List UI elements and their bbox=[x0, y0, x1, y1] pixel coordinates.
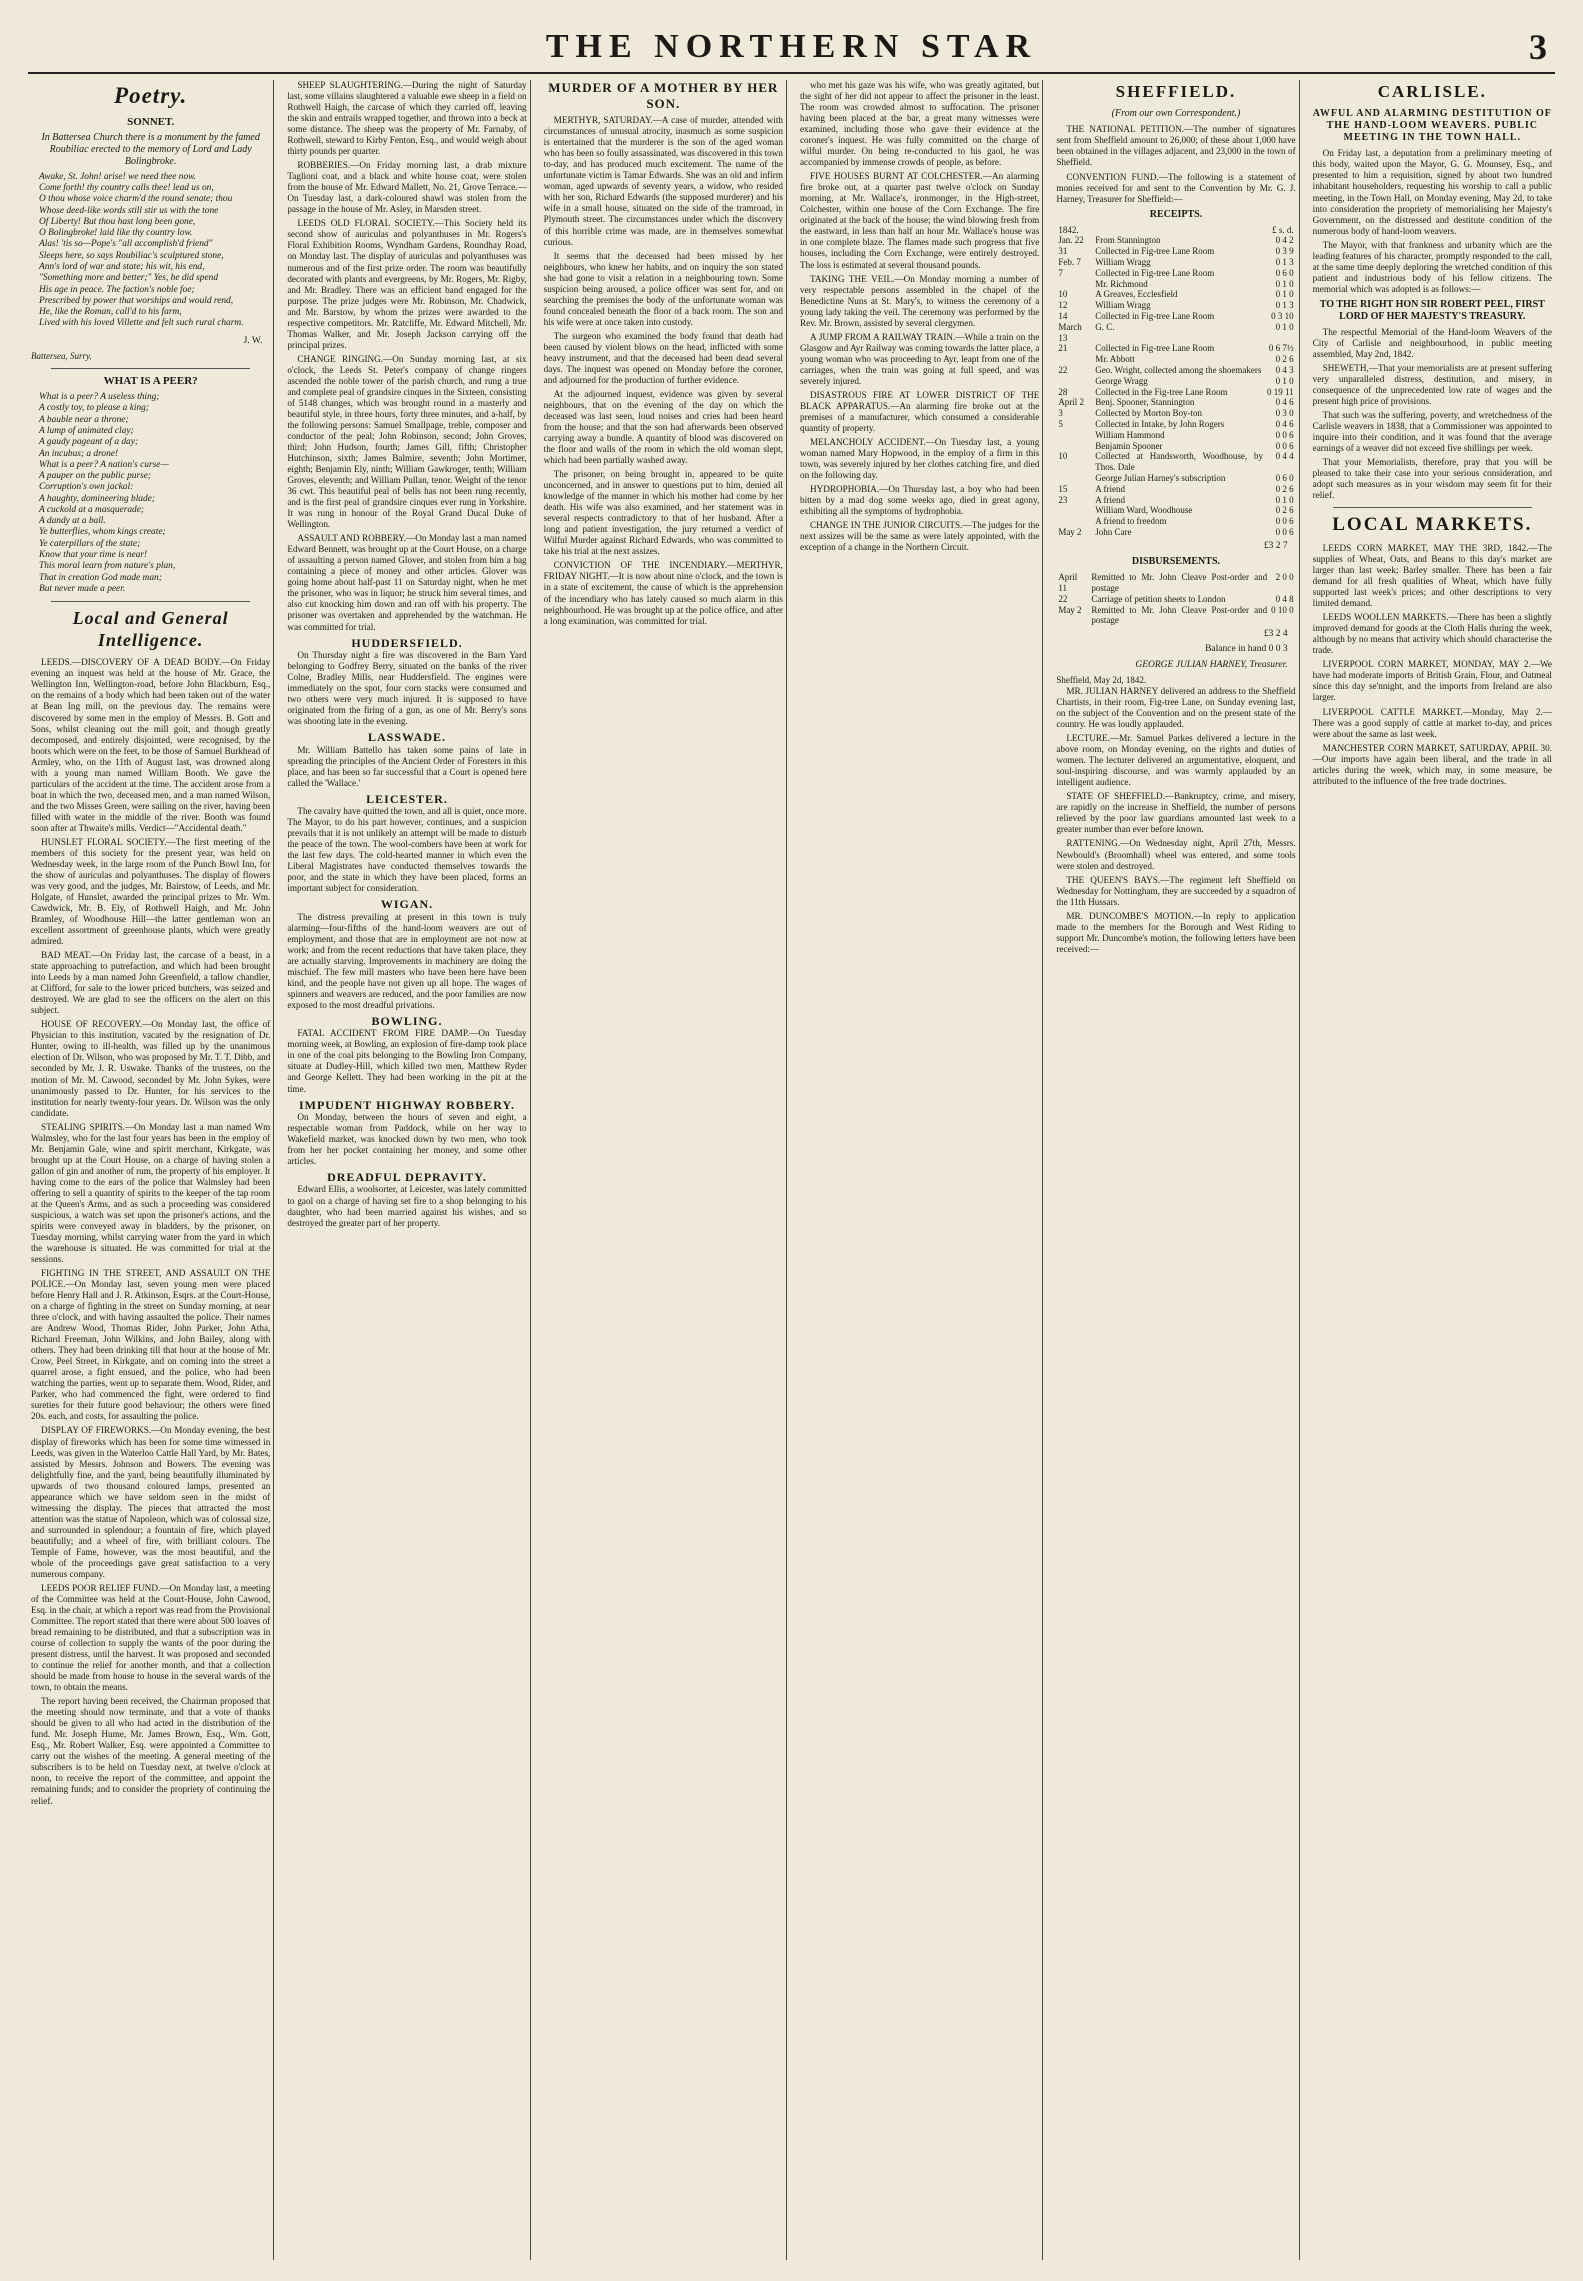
table-cell-item: Collected in Fig-tree Lane Room bbox=[1095, 267, 1215, 278]
divider bbox=[1333, 507, 1532, 508]
table-cell-amt: 0 1 0 bbox=[1275, 321, 1294, 332]
table-cell-item: John Care bbox=[1095, 526, 1132, 537]
table-row bbox=[1056, 225, 1295, 236]
date-line: Sheffield, May 2d, 1842. bbox=[1056, 675, 1147, 686]
poem-line: That in creation God made man; bbox=[39, 572, 162, 583]
table-cell-item: A friend to freedom bbox=[1095, 516, 1167, 527]
table-cell-amt: 0 0 6 bbox=[1275, 429, 1294, 440]
receipts-table bbox=[1056, 225, 1295, 538]
article-paragraph: The report having been received, the Chairman proposed that the meeting should now terminate, and that a vote of thanks should be given to all who had acted in the distribution of the fund. Mr. Joseph Hume, Mr. James Brown, Esq., Wm. Gott, Esq., Mr. Robert Walker, Esq. were appointed a Committee to carry out the wishes of the meeting. A general meeting of the subscribers is to be held on Tuesday next, at twelve o'clock at noon, to receive the report of the committee, and appoint the remaining funds; and to consider the propriety of continuing the relief. bbox=[31, 1696, 271, 1806]
table-cell-item: From Stannington bbox=[1095, 235, 1161, 246]
sonnet-place: Battersea, Surry. bbox=[31, 351, 92, 362]
peer-poem bbox=[39, 392, 270, 595]
article-paragraph: MR. DUNCOMBE'S MOTION.—In reply to application made to the members for the Borough and West Riding to support Mr. Duncombe's motion, the following letters have been received:— bbox=[1056, 910, 1296, 954]
table-row bbox=[1056, 594, 1295, 605]
article-paragraph: That such was the suffering, poverty, and wretchedness of the Carlisle weavers in 1838, that a Commissioner was appointed to inquire into their condition, and it was found that the average earnings of a weaver did not exceed five shillings per week. bbox=[1312, 410, 1552, 454]
column-5 bbox=[1053, 80, 1299, 2260]
divider bbox=[51, 368, 250, 369]
article-paragraph: MR. JULIAN HARNEY delivered an address to the Sheffield Chartists, in their room, Fig-tree Lane, on Sunday evening last, on the subject of the Convention and on the present state of the country. He was loudly applauded. bbox=[1056, 686, 1296, 730]
table-cell-item: A Greaves, Ecclesfield bbox=[1095, 289, 1178, 300]
table-row bbox=[1056, 365, 1295, 376]
article-paragraph: DISASTROUS FIRE AT LOWER DISTRICT OF THE BLACK APPARATUS.—An alarming fire broke out at the premises of a manufacturer, which consumed a considerable quantity of property. bbox=[799, 389, 1040, 433]
article-paragraph: LEEDS POOR RELIEF FUND.—On Monday last, a meeting of the Committee was held at the Court-House, John Cawood, Esq. in the chair, at which a report was read from the Provisional Committee. The report stated that there were about 500 loaves of bread remaining to be distributed, and that a subscription was in course of collection to supply the wants of the poor during the present distress, until the harvest. It was proposed and seconded to continue the relief for another month, and that a collection should be made from house to house in the several wards of the town, to obtain the means. bbox=[31, 1582, 271, 1693]
poem-line: He, like the Roman, call'd to his farm, bbox=[39, 307, 182, 318]
bowling-heading: BOWLING. bbox=[371, 1013, 443, 1028]
article-paragraph: The cavalry have quitted the town, and all is quiet, once more. The Mayor, to do his part however, continues, and a suspicion prevails that it is not unlikely an attempt will be made to disturb the peace of the town. The wool-combers have been at work for the last few days. The cold-hearted manner in which even the Liberal Magistrates have conducted themselves towards the poor, and the state in which they have been placed, forms an important subject for consideration. bbox=[287, 806, 527, 894]
table-cell-item: Collected in Fig-tree Lane Room bbox=[1095, 246, 1215, 257]
huddersfield-heading: HUDDERSFIELD. bbox=[351, 635, 463, 650]
column-4 bbox=[797, 80, 1043, 2260]
table-cell-item: William Ward, Woodhouse bbox=[1095, 505, 1193, 516]
table-cell-amt: 0 1 0 bbox=[1275, 494, 1294, 505]
poem-line: "Something more and better;" Yes, he did spend bbox=[39, 273, 219, 284]
table-row bbox=[1056, 387, 1295, 398]
sonnet-title: SONNET. bbox=[127, 115, 175, 128]
article-paragraph: THE QUEEN'S BAYS.—The regiment left Sheffield on Wednesday for Nottingham, they are succeeded by a squadron of the 11th Hussars. bbox=[1056, 874, 1296, 907]
column-3 bbox=[541, 80, 787, 2260]
poem-line: Ye caterpillars of the state; bbox=[39, 538, 141, 549]
market-paragraph: LIVERPOOL CATTLE MARKET.—Monday, May 2.—There was a good supply of cattle at market to-day, and prices were about the same as last week. bbox=[1312, 706, 1552, 739]
table-cell-date: 7 bbox=[1058, 267, 1063, 278]
table-cell-item: Geo. Wright, collected among the shoemakers bbox=[1095, 364, 1262, 375]
receipts-total: £3 2 7 bbox=[1263, 540, 1288, 551]
poem-line: An incubus; a drone! bbox=[39, 448, 119, 459]
local-intelligence-heading: Local and General Intelligence. bbox=[72, 608, 229, 650]
depravity-heading: DREADFUL DEPRAVITY. bbox=[327, 1170, 487, 1185]
table-cell-amt: 0 4 6 bbox=[1275, 418, 1294, 429]
table-cell-amt: 0 1 3 bbox=[1275, 300, 1294, 311]
receipts-heading: RECEIPTS. bbox=[1149, 208, 1203, 220]
table-cell-amt: 0 0 6 bbox=[1275, 526, 1294, 537]
article-paragraph: CHANGE IN THE JUNIOR CIRCUITS.—The judges for the next assizes will be the same as were lately appointed, with the exception of a change in the Northern Circuit. bbox=[799, 520, 1040, 553]
table-cell-date bbox=[1056, 354, 1093, 365]
disbursements-heading: DISBURSEMENTS. bbox=[1131, 556, 1221, 568]
column-6 bbox=[1310, 80, 1555, 2260]
article-paragraph: CONVICTION OF THE INCENDIARY.—MERTHYR, FRIDAY NIGHT.—It is now about nine o'clock, and the town is in a state of excitement, the cause of which is the apprehension of the incendiary who has lately caused so much alarm in this neighbourhood. He was brought up at the police office, and after a long examination, was committed for trial. bbox=[543, 560, 783, 626]
poem-line: A costly toy, to please a king; bbox=[39, 403, 149, 414]
article-paragraph: MERTHYR, SATURDAY.—A case of murder, attended with circumstances of unusual atrocity, inasmuch as some suspicion is entertained that the murderer is the son of the aged woman who has been so foully assassinated, was discovered in this town to-day, and has produced much excitement. The name of the unfortunate victim is Tamar Edwards. She was an old and infirm woman, aged upwards of seventy years, a widow, who resided with her son, Richard Edwards (the supposed murderer) and his wife in a small house, situated on the side of the tramroad, in Plymouth street. The circumstances under which the discovery of this horrible crime was made, are in themselves somewhat curious. bbox=[543, 115, 783, 247]
market-paragraph: LEEDS CORN MARKET, MAY THE 3RD, 1842.—The supplies of Wheat, Oats, and Beans to this day's market are larger than last week; Barley smaller. There has been a fair demand for all fresh qualities of Wheat, which have fully supported last week's prices; and other descriptions to very limited demand. bbox=[1312, 543, 1552, 609]
table-cell-date: 31 bbox=[1058, 246, 1068, 257]
article-paragraph: HUNSLET FLORAL SOCIETY.—The first meeting of the members of this society for the present year, was held on Wednesday week, in the large room of the Punch Bowl Inn, for the show of auriculas and polyanthuses. The display of flowers was very good, and the judges, Mr. Bairstow, of Leeds, and Mr. Holgate, of Hunslet, awarded the principal prizes to Mr. Wm. Cawdwick, Mr. B. Ely, of Rothwell Haigh, and Mr. John Bramley, of Woodhouse Hill—the latter gentleman won an excellent assortment of greenhouse plants, which were greatly admired. bbox=[31, 836, 271, 947]
disbursements-total: £3 2 4 bbox=[1263, 629, 1288, 640]
divider bbox=[51, 601, 250, 602]
article-paragraph: Edward Ellis, a woolsorter, at Leicester, was lately committed to gaol on a charge of having set fire to a shop belonging to his daughter, who had been married against his wishes, and so destroyed the greater part of her property. bbox=[287, 1184, 527, 1228]
table-cell-amt: 0 0 6 bbox=[1275, 440, 1294, 451]
table-cell-date: 3 bbox=[1058, 408, 1063, 419]
article-paragraph: On Friday last, a deputation from a preliminary meeting of this body, waited upon the Mayor, G. G. Mounsey, Esq., and presented to him a requisition, signed by about two hundred inhabitant householders, requesting his worship to call a public meeting, in the Town Hall, on Monday evening, May 2d, to take into consideration the propriety of memorialising her Majesty's Government, on the distressed and destitute condition of the numerous body of hand-loom weavers. bbox=[1312, 148, 1552, 236]
correspondent-note: (From our own Correspondent.) bbox=[1111, 108, 1241, 120]
impudent-heading: IMPUDENT HIGHWAY ROBBERY. bbox=[298, 1097, 516, 1112]
table-cell-amt: 0 0 6 bbox=[1275, 516, 1294, 527]
table-cell-amt: 0 1 0 bbox=[1275, 289, 1294, 300]
table-cell-date: April 2 bbox=[1058, 397, 1085, 408]
table-row bbox=[1056, 495, 1295, 506]
table-cell-date: 21 bbox=[1058, 343, 1068, 354]
table-cell-date: 14 bbox=[1058, 310, 1068, 321]
article-paragraph: THE NATIONAL PETITION.—The number of signatures sent from Sheffield amount to 26,000; of these about 1,000 have been obtained in the villages adjacent, and 23,000 in the town of Sheffield. bbox=[1056, 124, 1296, 168]
table-row bbox=[1056, 257, 1295, 268]
poem-line: Come forth! thy country calls thee! lead us on, bbox=[39, 183, 214, 194]
poem-line: Lived with his loved Villette and felt such rural charm. bbox=[39, 318, 244, 329]
table-cell-item: William Wragg bbox=[1095, 300, 1151, 311]
table-cell-date: 1842. bbox=[1058, 224, 1079, 235]
table-row bbox=[1056, 473, 1295, 484]
table-row bbox=[1056, 527, 1295, 538]
table-cell-item: Mr. Abbott bbox=[1095, 354, 1135, 365]
table-cell-date: May 2 bbox=[1058, 604, 1082, 615]
table-cell-item: Collected in Fig-tree Lane Room bbox=[1095, 310, 1215, 321]
table-cell-date: 10 bbox=[1058, 289, 1068, 300]
article-paragraph: who met his gaze was his wife, who was greatly agitated, but the sight of her did not appear to affect the prisoner in the least. The room was crowded almost to suffocation. The prisoner having been placed at the bar, a great many witnesses were examined, including those who gave their evidence at the coroner's inquest. He was fully committed on the charge of wilful murder. On being re-conducted to his gaol, he was accompanied by immense crowds of people, as before. bbox=[799, 80, 1040, 168]
poem-line: Corruption's own jackal: bbox=[39, 482, 134, 493]
poetry-heading: Poetry. bbox=[114, 83, 188, 108]
poem-line: What is a peer? A nation's curse— bbox=[39, 459, 169, 470]
table-cell-amt: 0 19 11 bbox=[1266, 386, 1294, 397]
table-cell-date: March 13 bbox=[1058, 321, 1082, 343]
article-paragraph: STEALING SPIRITS.—On Monday last a man named Wm Walmsley, who for the last four years has been in the employ of Mr. Benjamin Gale, wine and spirit merchant, Kirkgate, was brought up at the Court House, on a charge of having stolen a gallon of gin and another of rum, the property of his employer. It having come to the ears of the police that Walmsley had been offering to sell a quantity of spirits to the keeper of the tap room at the Queen's Arms, and as such a proceeding was considered suspicious, a watch was set upon the prisoner's actions, and the spirits were conveyed away in bladders, by the prisoner, on Tuesday morning, whilst carrying water from the yard in which the warehouse is situated. He was committed for trial at the sessions. bbox=[31, 1121, 271, 1264]
table-cell-date bbox=[1056, 516, 1093, 527]
table-row bbox=[1056, 505, 1295, 516]
table-cell-date: 5 bbox=[1058, 418, 1063, 429]
sheffield-heading: SHEFFIELD. bbox=[1115, 82, 1237, 101]
poem-line: O Bolingbroke! laid like thy country low. bbox=[39, 228, 193, 239]
table-row bbox=[1056, 605, 1295, 627]
table-row bbox=[1056, 354, 1295, 365]
carlisle-heading: CARLISLE. bbox=[1377, 82, 1487, 101]
article-paragraph: At the adjourned inquest, evidence was given by several neighbours, that on the evening of the day on which the deceased was last seen, loud noises and cries had been heard from the house; and that the son had afterwards been observed carrying away a bundle. A quantity of blood was discovered on the floor and walls of the room in which the old woman slept, which had been partially washed away. bbox=[543, 388, 783, 466]
article-paragraph: CHANGE RINGING.—On Sunday morning last, at six o'clock, the Leeds St. Peter's company of change ringers ascended the noble tower of the parish church, and rung a true and complete peal of grandsire cinques in the Sixteen, consisting of 5148 changes, which was brought round in a masterly and beautiful style, in three hours, forty three minutes, and a-half, by the following persons: Samuel Smallpage, treble, composer and conductor of the peal; John Robinson, second; John Groves, third; John Hudson, fourth; James Gill, fifth; Christopher Hutchinson, sixth; James Balmire, seventh; John Mortimer, eighth; Benjamin Ely, ninth; William Gawkroger, tenth; William Groves, eleventh; and William Pullan, tenor. Weight of the tenor 36 cwt. This beautiful peal of bells has not been rung recently, and is the first peal of grandsire cinques ever rung in Yorkshire. It was rung in honour of the Royal Grand Ducal Duke of Wellington. bbox=[287, 353, 527, 530]
local-markets-heading: LOCAL MARKETS. bbox=[1332, 514, 1533, 536]
table-cell-item: Benjamin Spooner bbox=[1095, 440, 1163, 451]
table-row bbox=[1056, 311, 1295, 322]
table-cell-amt: 0 4 2 bbox=[1275, 235, 1294, 246]
article-paragraph: The Mayor, with that frankness and urbanity which are the leading features of his character, promptly responded to the call, at the same time deeply deploring the wretched condition of this patient and industrious body of his fellow citizens. The memorial which was adopted is as follows:— bbox=[1312, 239, 1552, 294]
poem-line: Whose deed-like words still stir us with the tone bbox=[39, 205, 219, 216]
table-row bbox=[1056, 300, 1295, 311]
table-cell-amt: 0 1 0 bbox=[1275, 375, 1294, 386]
article-paragraph: LECTURE.—Mr. Samuel Parkes delivered a lecture in the above room, on Monday evening, on the rights and duties of women. The lecturer delivered an argumentative, eloquent, and soul-inspiring discourse, and was warmly applauded by an intelligent audience. bbox=[1056, 733, 1296, 788]
table-row bbox=[1056, 430, 1295, 441]
table-cell-amt: 0 3 0 bbox=[1275, 408, 1294, 419]
table-row bbox=[1056, 451, 1295, 473]
poem-line: This moral learn from nature's plan, bbox=[39, 561, 176, 572]
poem-line: A bauble near a throne; bbox=[39, 414, 129, 425]
sonnet-signature: J. W. bbox=[243, 335, 263, 346]
table-cell-item: William Wragg bbox=[1095, 257, 1151, 267]
table-cell-item: Collected by Morton Boy-ton bbox=[1095, 408, 1202, 419]
poem-line: What is a peer? A useless thing; bbox=[39, 392, 160, 403]
table-cell-date: 22 bbox=[1058, 593, 1068, 604]
table-row bbox=[1056, 397, 1295, 408]
table-cell-item: Mr. Richmond bbox=[1095, 278, 1148, 289]
table-row bbox=[1056, 246, 1295, 257]
table-cell-date: Feb. 7 bbox=[1058, 257, 1081, 267]
table-cell-date: May 2 bbox=[1058, 526, 1082, 537]
article-paragraph: RATTENING.—On Wednesday night, April 27th, Messrs. Newbould's (Broomhall) wheel was entered, and some tools were stolen and destroyed. bbox=[1056, 838, 1296, 871]
table-cell-amt: 0 1 3 bbox=[1275, 257, 1294, 267]
table-cell-amt: 0 2 6 bbox=[1275, 505, 1294, 516]
article-paragraph: HYDROPHOBIA.—On Thursday last, a boy who had been bitten by a mad dog some weeks ago, died in great agony, exhibiting all the symptoms of hydrophobia. bbox=[799, 484, 1040, 517]
article-paragraph: On Monday, between the hours of seven and eight, a respectable woman from Paddock, while on her way to Wakefield market, was knocked down by two men, who took from her her pocket containing her money, and some other articles. bbox=[287, 1111, 527, 1167]
table-cell-date: 22 bbox=[1058, 364, 1068, 375]
table-cell-item: George Julian Harney's subscription bbox=[1095, 472, 1226, 483]
poem-line: Awake, St. John! arise! we need thee now. bbox=[39, 171, 197, 182]
article-paragraph: LEEDS OLD FLORAL SOCIETY.—This Society held its second show of auriculas and polyanthuses in Mr. Rogers's Floral Exhibition Rooms, Wyndham Gardens, Roundhay Road, on Monday last. The display of auriculas and polyanthuses was numerous and of the first prize order. The room was beautifully decorated with plants and evergreens, by Mr. Rogers, Mr. Rigby, and Mr. Bradley. There was an efficient band engaged for the purpose. The prize judges were Mr. Robinson, Mr. Chadwick, and Mr. Barstow, by whom the prizes were awarded to the respective competitors. Mr. Ratcliffe, Mr. Edward Mitchell, Mr. Thomas Walker, and Mr. Joseph Jackson carrying off the principal prizes. bbox=[287, 218, 527, 350]
table-row bbox=[1056, 408, 1295, 419]
article-paragraph: SHEEP SLAUGHTERING.—During the night of Saturday last, some villains slaughtered a valuable ewe sheep in a field on Rothwell Haigh, the carcase of which they carried off, leaving the skin and entrails wrapped together, and thrown into a beck at some distance. The sheep was the property of Mr. Farnaby, of Rothwell, steward to Kirby Fenton, Esq., and would weigh about thirty pounds per quarter. bbox=[287, 80, 527, 157]
poem-line: Know that your time is near! bbox=[39, 550, 148, 561]
poem-line: A cuckold at a masquerade; bbox=[39, 504, 145, 515]
market-paragraph: LIVERPOOL CORN MARKET, MONDAY, MAY 2.—We have had moderate imports of British Grain, Flour, and Oatmeal since this day se'nnight, and the imports from Ireland are also larger. bbox=[1312, 659, 1552, 703]
table-row bbox=[1056, 279, 1295, 290]
table-cell-amt: £ s. d. bbox=[1272, 224, 1294, 235]
article-paragraph: LEEDS.—DISCOVERY OF A DEAD BODY.—On Friday evening an inquest was held at the house of Mr. Grace, the Wellington Inn, Wellington-road, before John Blackburn, Esq., on the remains of a body which had been taken out of the water at Bean Ing mill, on the previous day. The remains were discovered by some men in the employ of Messrs. B. Gott and Sons, whilst cleaning out the mill goit, and though greatly decomposed, and entirely disjointed, were recognised, by the boots which were on the feet, to be those of Samuel Burkhead of Armley, who, on the 11th of August last, was drowned along with a young man named William Booth. We gave the particulars of the accident at the time. The accident arose from a boat in which the two, deceased men, and a man named Wilson, and the two Misses Green, were sailing on the river, having been filled with water in the middle of the river. Booth was found soon after at Thwaite's mills. Verdict—"Accidental death." bbox=[31, 657, 271, 833]
table-cell-amt: 0 4 3 bbox=[1275, 364, 1294, 375]
table-cell-date: 10 bbox=[1058, 451, 1068, 462]
table-cell-item: Carriage of petition sheets to London bbox=[1091, 593, 1226, 604]
table-cell-amt: 0 10 0 bbox=[1271, 604, 1294, 615]
table-row bbox=[1056, 343, 1295, 354]
poem-line: A pauper on the public purse; bbox=[39, 471, 152, 482]
article-paragraph: It seems that the deceased had been missed by her neighbours, who knew her habits, and on inquiry the son stated she had gone to visit a relation in a neighbouring town. Some suspicion being aroused, a police officer was sent for, and on searching the premises the body of the unfortunate woman was found concealed beneath the floor of a back room. The son and his wife were at once taken into custody. bbox=[543, 250, 783, 327]
balance-line: Balance in hand 0 0 3 bbox=[1205, 644, 1288, 655]
poem-line: A lump of animated clay; bbox=[39, 425, 134, 436]
article-paragraph: SHEWETH,—That your memorialists are at present suffering very unparalleled distress, destitution, and misery, in consequence of the unprecedented low rate of wages and the present high price of provisions. bbox=[1312, 362, 1552, 406]
murder-headline: MURDER OF A MOTHER BY HER SON. bbox=[548, 80, 779, 111]
table-cell-amt: 0 4 6 bbox=[1275, 397, 1294, 408]
table-cell-amt: 0 6 0 bbox=[1275, 472, 1294, 483]
poem-line: Ann's lord of war and state; his wit, his end, bbox=[39, 262, 205, 273]
article-paragraph: Mr. William Battello has taken some pains of late in spreading the principles of the Ancient Order of Foresters in this place, and has been so far successful that a Court is opened here called the 'Wallace.' bbox=[287, 744, 527, 788]
article-paragraph: DISPLAY OF FIREWORKS.—On Monday evening, the best display of fireworks which has been for some time witnessed in Leeds, was given in the Waterloo Cattle Hall Yard, by Mr. Bates, assisted by Messrs. Johnson and Bowers. The evening was delightfully fine, and the yard, being beautifully illuminated by upwards of two thousand coloured lamps, presented an appearance which we have seldom seen in the midst of witnessing the display. The pieces that attracted the most attention was the statue of Napoleon, which was of colossal size, and surrounded in splendour; a fountain of fire, which played beautifully; and a wheel of fire, with brilliant colours. The Temple of Fame, however, was the most beautiful, and the whole of the proceedings gave great satisfaction to a very numerous company. bbox=[31, 1425, 271, 1579]
article-paragraph: TAKING THE VEIL.—On Monday morning a number of very respectable persons assembled in the chapel of the Benedictine Nuns at St. Mary's, to witness the ceremony of a young lady taking the veil. The ceremony was performed by the Rev. Mr. Brown, assisted by several clergymen. bbox=[799, 273, 1040, 328]
table-cell-date: April 11 bbox=[1058, 572, 1078, 593]
table-cell-amt: 0 3 9 bbox=[1275, 246, 1294, 257]
newspaper-title: THE NORTHERN STAR bbox=[545, 28, 1038, 65]
article-paragraph: That your Memorialists, therefore, pray that you will be pleased to take their case into your serious consideration, and adopt such measures as in your wisdom may seem fit for their relief. bbox=[1312, 457, 1552, 501]
article-paragraph: The distress prevailing at present in this town is truly alarming—four-fifths of the hand-loom weavers are out of employment, and those that are in employment are not now at work; and from the recent reductions that have taken place, they are actually starving. Improvements in machinery are doing the mischief. The few mill masters who have been here have been kind, and the people have not given up all hope. The wages of spinners and weavers are reduced, and the poor families are now exposed to the most dreadful privations. bbox=[287, 911, 527, 1010]
article-paragraph: HOUSE OF RECOVERY.—On Monday last, the office of Physician to this institution, vacated by the resignation of Dr. Hunter, owing to ill-health, was filled up by the unanimous election of Dr. Wilson, who was proposed by Mr. T. T. Dibb, and seconded by Mr. J. R. Uswake. Thanks of the trustees, on the motion of Mr. M. Cawood, seconded by Mr. John Sykes, were unanimously passed to Dr. Hunter, for his services to the institution for nearly twenty-four years. Dr. Wilson was the only candidate. bbox=[31, 1019, 271, 1118]
poem-line: A gaudy pageant of a day; bbox=[39, 437, 139, 448]
article-paragraph: The prisoner, on being brought in, appeared to be quite unconcerned, and in answer to questions put to him, denied all knowledge of the manner in which his mother had come by her death. His wife was also examined, and her statement was in several respects contradictory to that of her husband. After a long and patient investigation, the jury returned a verdict of Wilful Murder against Richard Edwards, who was committed to take his trial at the next assizes. bbox=[543, 469, 783, 557]
table-cell-amt: 0 3 10 bbox=[1271, 310, 1294, 321]
carlisle-subheading: AWFUL AND ALARMING DESTITUTION OF THE HAND-LOOM WEAVERS. PUBLIC MEETING IN THE TOWN HALL. bbox=[1312, 108, 1552, 144]
table-cell-date: Jan. 22 bbox=[1058, 235, 1084, 246]
page-number: 3 bbox=[1529, 27, 1547, 67]
article-paragraph: On Thursday night a fire was discovered in the Barn Yard belonging to Godfrey Berry, situated on the banks of the river Colne, Bradley Mills, near Huddersfield. The engines were immediately on the spot, four corn stacks were consumed and two others were very much injured. It is supposed to have originated from the firing of a gun, as one of Mr. Berry's sons was shooting late in the evening. bbox=[287, 649, 527, 727]
article-paragraph: ASSAULT AND ROBBERY.—On Monday last a man named Edward Bennett, was brought up at the Court House, on a charge of assaulting a person named Glover, and stolen from him a bag containing a piece of money and other articles. Glover was going home about half-past 11 on Saturday night, when he met the prisoner, who was in liquor; he struck him several times, and also cut knocking him down and ran off with his property. The prisoner was overtaken and apprehended by the watchman. He was committed for trial. bbox=[287, 533, 527, 632]
table-cell-amt: 0 1 0 bbox=[1275, 278, 1294, 289]
table-cell-date bbox=[1056, 279, 1093, 290]
table-cell-item: Benj. Spooner, Stannington bbox=[1095, 397, 1195, 408]
table-cell-item: A friend bbox=[1095, 483, 1125, 494]
table-cell-amt: 0 6 7½ bbox=[1268, 343, 1294, 354]
article-paragraph: ROBBERIES.—On Friday morning last, a drab mixture Taglioni coat, and a black and white house coat, were stolen from the house of Mr. Edward Mallett, No. 21, Grove Terrace.—On Tuesday last, a dark-coloured shawl was stolen from the passage in the house of Mr. Asley, in Marsden street. bbox=[287, 160, 527, 215]
poem-line: Ye butterflies, whom kings create; bbox=[39, 527, 166, 538]
table-cell-amt: 0 4 4 bbox=[1275, 451, 1294, 462]
table-cell-item: Collected in Fig-tree Lane Room bbox=[1095, 343, 1215, 354]
table-cell-date bbox=[1056, 473, 1093, 484]
table-cell-amt: 2 0 0 bbox=[1275, 572, 1294, 583]
table-cell-amt: 0 2 6 bbox=[1275, 483, 1294, 494]
table-cell-item: Remitted to Mr. John Cleave Post-order and postage bbox=[1091, 604, 1268, 626]
poem-line: Sleeps here, so says Roubiliac's sculptured stone, bbox=[39, 250, 224, 261]
table-cell-date: 12 bbox=[1058, 300, 1068, 311]
table-cell-item: William Hammond bbox=[1095, 429, 1165, 440]
table-cell-date bbox=[1056, 430, 1093, 441]
poem-line: Alas! 'tis so—Pope's "all accomplish'd friend" bbox=[39, 239, 213, 250]
disbursements-table bbox=[1056, 572, 1295, 626]
table-row bbox=[1056, 484, 1295, 495]
newspaper-page bbox=[28, 24, 1555, 2260]
sonnet-note: In Battersea Church there is a monument by the famed Roubiliac erected to the memory of Lord and Lady Bolingbroke. bbox=[41, 131, 260, 167]
article-paragraph: MELANCHOLY ACCIDENT.—On Tuesday last, a young woman named Mary Hopwood, in the employ of a firm in this town, was severely injured by her clothes catching fire, and died on the following day. bbox=[799, 436, 1040, 481]
masthead bbox=[28, 24, 1555, 74]
table-row bbox=[1056, 516, 1295, 527]
poem-line: O thou whose voice charm'd the round senate; thou bbox=[39, 194, 233, 205]
leicester-heading: LEICESTER. bbox=[366, 791, 448, 806]
table-cell-item bbox=[1093, 225, 1265, 236]
article-paragraph: CONVENTION FUND.—The following is a statement of monies received for and sent to the Convention by Mr. G. J. Harney, Treasurer for Sheffield:— bbox=[1056, 171, 1296, 204]
poem-line: Prescribed by power that worships and would rend, bbox=[39, 295, 234, 306]
table-cell-date bbox=[1056, 441, 1093, 452]
lasswade-heading: LASSWADE. bbox=[367, 730, 446, 745]
article-paragraph: A JUMP FROM A RAILWAY TRAIN.—While a train on the Glasgow and Ayr Railway was coming towards the latter place, a young woman who was proceeding to Ayr, leapt from one of the carriages, when the train was going at full speed, and was severely injured. bbox=[799, 331, 1040, 386]
peer-title: WHAT IS A PEER? bbox=[103, 374, 198, 387]
article-paragraph: FIVE HOUSES BURNT AT COLCHESTER.—An alarming fire broke out, at a quarter past twelve o'clock on Sunday morning, at Mr. Wallace's, ironmonger, in the High-street, Colchester, within one house of the Corn Exchange. The fire originated at the back of the house; the wind blowing fresh from the eastward, in less than half an hour Mr. Wallace's house was in one complete blaze. The flames made such progress that five houses, including the Corn Exchange, were entirely destroyed. The loss is estimated at several thousand pounds. bbox=[799, 171, 1040, 270]
table-cell-item: Remitted to Mr. John Cleave Post-order and postage bbox=[1091, 572, 1268, 593]
table-cell-amt: 0 2 6 bbox=[1275, 354, 1294, 365]
market-paragraph: LEEDS WOOLLEN MARKETS.—There has been a slightly improved demand for goods at the Cloth Halls during the week, although by no means that activity which should characterise the trade. bbox=[1312, 612, 1552, 656]
table-row bbox=[1056, 289, 1295, 300]
column-2 bbox=[284, 80, 530, 2260]
article-paragraph: FATAL ACCIDENT FROM FIRE DAMP.—On Tuesday morning week, at Bowling, an explosion of fire-damp took place in one of the coal pits belonging to the Bowling Iron Company, situate at Dudley-Hill, which killed two men, Matthew Ryder and George Kellett. They had been working in the pit at the time. bbox=[287, 1028, 527, 1094]
market-paragraph: MANCHESTER CORN MARKET, SATURDAY, APRIL 30.—Our imports have again been liberal, and the trade in all articles during the week, which may, in some measure, be attributed to the influence of the free trade doctrines. bbox=[1312, 742, 1552, 786]
table-cell-item: Collected in the Fig-tree Lane Room bbox=[1095, 386, 1228, 397]
table-row bbox=[1056, 376, 1295, 387]
memorial-address: TO THE RIGHT HON SIR ROBERT PEEL, FIRST LORD OF HER MAJESTY'S TREASURY. bbox=[1319, 298, 1545, 322]
poem-line: A dandy at a ball. bbox=[39, 516, 106, 527]
poem-line: A haughty, domineering blade; bbox=[39, 493, 155, 504]
table-cell-date bbox=[1056, 376, 1093, 387]
table-row bbox=[1056, 441, 1295, 452]
table-cell-date: 28 bbox=[1058, 386, 1068, 397]
table-cell-item: Collected in Intake, by John Rogers bbox=[1095, 418, 1225, 429]
column-1 bbox=[28, 80, 274, 2260]
table-cell-date: 15 bbox=[1058, 483, 1068, 494]
table-row bbox=[1056, 235, 1295, 246]
table-cell-date bbox=[1056, 505, 1093, 516]
table-cell-amt: 0 6 0 bbox=[1275, 267, 1294, 278]
table-row bbox=[1056, 322, 1295, 344]
columns bbox=[28, 80, 1555, 2260]
table-cell-item: A friend bbox=[1095, 494, 1125, 505]
article-paragraph: BAD MEAT.—On Friday last, the carcase of a beast, in a state approaching to putrefaction, and which had been brought into Leeds by a man named John Greenfield, a tallow chandler, at Clifford, for sale to the lower priced butchers, was seized and destroyed. We are glad to see the officers on the alert on this subject. bbox=[31, 950, 271, 1016]
sonnet-text bbox=[39, 172, 270, 330]
article-paragraph: The respectful Memorial of the Hand-loom Weavers of the City of Carlisle and neighbourhood, in public meeting assembled, May 2nd, 1842. bbox=[1312, 326, 1552, 359]
table-cell-item: G. C. bbox=[1095, 321, 1115, 332]
table-cell-amt: 0 4 8 bbox=[1275, 593, 1294, 604]
table-cell-item: George Wragg bbox=[1095, 375, 1148, 386]
poem-line: His age in peace. The faction's noble foe; bbox=[39, 284, 195, 295]
table-cell-date: 23 bbox=[1058, 494, 1068, 505]
table-row bbox=[1056, 419, 1295, 430]
wigan-heading: WIGAN. bbox=[380, 897, 434, 912]
table-row bbox=[1056, 572, 1295, 594]
treasurer-signature: GEORGE JULIAN HARNEY, Treasurer. bbox=[1135, 659, 1288, 670]
poem-line: Of Liberty! But thou hast long been gone, bbox=[39, 216, 196, 227]
table-cell-item: Collected at Handsworth, Woodhouse, by Thos. Dale bbox=[1095, 451, 1263, 473]
article-paragraph: STATE OF SHEFFIELD.—Bankruptcy, crime, and misery, are rapidly on the increase in Sheffield, the number of persons relieved by the poor law guardians amounted last week to a greater number than ever before known. bbox=[1056, 791, 1296, 835]
article-paragraph: FIGHTING IN THE STREET, AND ASSAULT ON THE POLICE.—On Monday last, seven young men were placed before Henry Hall and J. R. Atkinson, Esqrs. at the Court-House, on a charge of fighting in the street on Sunday morning, at near three o'clock, and with having assaulted the police. Their names are Andrew Wood, Thomas Rider, John Parker, John Atha, Richard Freeman, John Wilkins, and John Bailey, along with others. They had been drinking till that hour at the house of Mr. Crow, Peel Street, in Kirkgate, and on coming into the street a quarrel arose, a fight ensued, and the police, who had been watching the parties, went up to separate them. Wood, Rider, and Parker, who had commenced the fight, were ordered to find sureties for their future good behaviour; the others were fined 20s. each, and costs, for assaulting the police. bbox=[31, 1268, 271, 1422]
table-row bbox=[1056, 268, 1295, 279]
article-paragraph: The surgeon who examined the body found that death had been caused by violent blows on the head, inflicted with some heavy instrument, and that the deceased had been dead several days. The inquest was opened on Monday before the coroner, and adjourned for the production of further evidence. bbox=[543, 330, 783, 385]
poem-line: But never made a peer. bbox=[39, 583, 126, 594]
